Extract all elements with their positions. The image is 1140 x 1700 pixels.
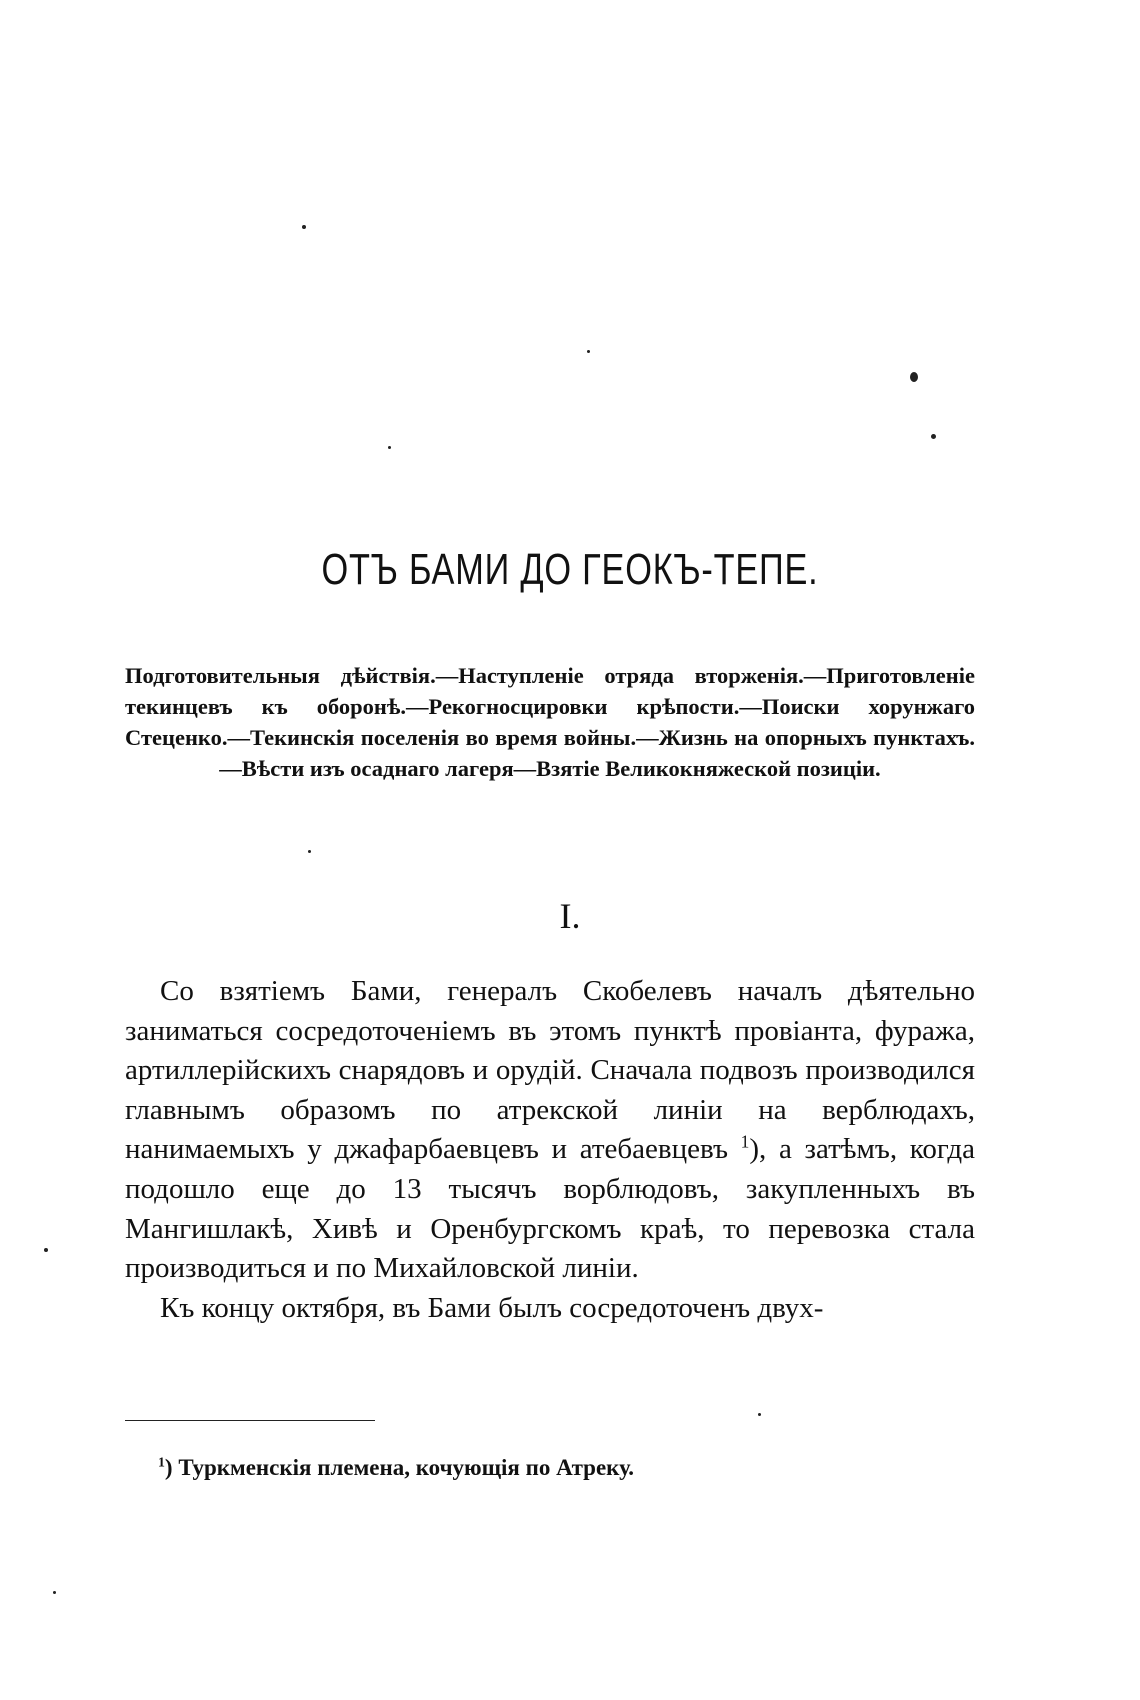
scan-speck — [53, 1591, 56, 1594]
scan-speck — [388, 446, 391, 449]
footnote-reference: 1 — [740, 1131, 750, 1152]
paragraph: Къ концу октября, въ Бами былъ сосредоточенъ двух- — [160, 1291, 824, 1324]
scan-speck — [910, 372, 918, 382]
body-text — [125, 972, 975, 1328]
paragraph-text: Со взятіемъ Бами, генералъ Скобелевъ началъ дѣятельно заниматься сосредоточеніемъ въ этомъ пунктѣ провіанта, фуража, артиллерійскихъ снарядовъ и орудій. Сначала подвозъ производился главнымъ образомъ по атрекской линіи на верблюдахъ, нанимаемыхъ у джафарбаевцевъ и атебаевцевъ — [125, 975, 975, 1166]
article-title: ОТЪ БАМИ ДО ГЕОКЪ-ТЕПЕ. — [321, 545, 819, 594]
footnote-divider — [125, 1420, 375, 1421]
chapter-number: I. — [559, 896, 581, 936]
scan-speck — [308, 850, 311, 853]
scan-speck — [302, 225, 306, 229]
paragraph-text-continued: ), а затѣмъ, когда подошло еще до 13 тысячъ ворблюдовъ, закупленныхъ въ Мангишлакѣ, Хивѣ и Оренбургскомъ краѣ, то перевозка стала производиться и по Михайловской линіи. — [125, 1133, 975, 1285]
scan-speck — [758, 1413, 761, 1416]
footnote-marker: 1 — [158, 1454, 165, 1470]
footnote-text: ) Туркменскія племена, кочующія по Атреку. — [164, 1455, 635, 1480]
scan-speck — [44, 1248, 48, 1252]
chapter-summary: Подготовительныя дѣйствія.—Наступленіе отряда вторженія.—Приготовленіе текинцевъ къ оборонѣ.—Рекогносцировки крѣпости.—Поиски хорунжаго Стеценко.—Текинскія поселенія во время войны.—Жизнь на опорныхъ пунктахъ.—Вѣсти изъ осаднаго лагеря—Взятіе Великокняжеской позиціи. — [125, 663, 975, 781]
paragraph — [125, 972, 975, 1289]
footnote — [158, 1455, 958, 1481]
scan-speck — [931, 434, 936, 439]
scan-speck — [587, 350, 590, 353]
